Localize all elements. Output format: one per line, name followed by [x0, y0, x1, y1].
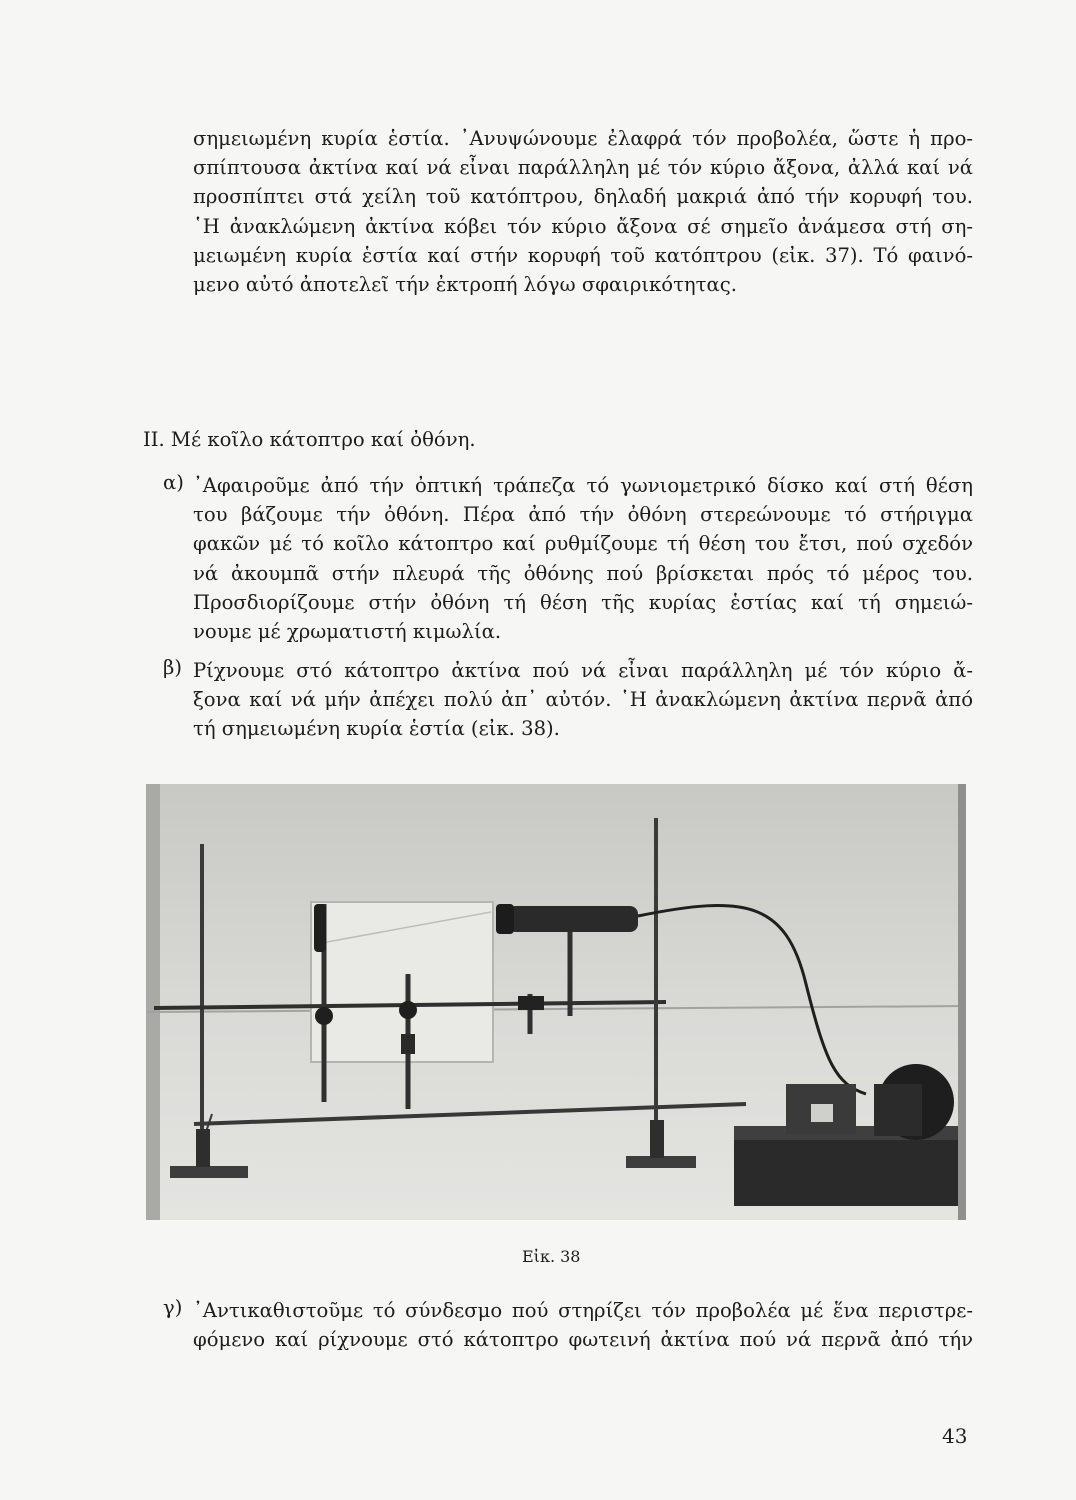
text-line: σπίπτουσα ἀκτίνα καί νά εἶναι παράλληλη μέ τόν κύριο ἄξονα, ἀλλά καί νά — [193, 156, 973, 180]
text-line: Προσδιορίζουμε στήν ὀθόνη τή θέση τῆς κυρίας ἑστίας καί τή σημειώ- — [193, 590, 973, 614]
text-line: ῾Η ἀνακλώμενη ἀκτίνα κόβει τόν κύριο ἄξονα σέ σημεῖο ἀνάμεσα στή ση- — [193, 214, 973, 238]
figure-caption: Εἰκ. 38 — [522, 1247, 581, 1266]
text-line: φακῶν μέ τό κοῖλο κάτοπτρο καί ρυθμίζουμε τή θέση του ἔτσι, πού σχεδόν — [193, 532, 973, 556]
optical-bench-illustration — [146, 784, 966, 1220]
text-line: ᾿Αφαιροῦμε ἀπό τήν ὀπτική τράπεζα τό γωνιομετρικό δίσκο καί στή θέση — [193, 474, 973, 497]
section-heading: ΙΙ. Μέ κοῖλο κάτοπτρο καί ὀθόνη. — [143, 428, 476, 451]
intro-paragraph — [193, 124, 973, 299]
text-line: ᾿Αντικαθιστοῦμε τό σύνδεσμο πού στηρίζει τόν προβολέα μέ ἕνα περιστρε- — [193, 1299, 973, 1322]
item-c-paragraph — [193, 1296, 973, 1354]
text-line: τή σημειωμένη κυρία ἑστία (εἰκ. 38). — [193, 717, 560, 741]
text-line: μειωμένη κυρία ἑστία καί στήν κορυφή τοῦ κατόπτρου (εἰκ. 37). Τό φαινό- — [193, 243, 973, 267]
page-number: 43 — [942, 1424, 968, 1448]
item-a-paragraph — [193, 471, 973, 646]
text-line: νά ἀκουμπᾶ στήν πλευρά τῆς ὀθόνης πού βρίσκεται πρός τό μέρος του. — [193, 561, 973, 585]
item-b-marker: β) — [163, 656, 182, 679]
item-c-marker: γ) — [163, 1296, 183, 1319]
text-line: προσπίπτει στά χείλη τοῦ κατόπτρου, δηλαδή μακριά ἀπό τήν κορυφή του. — [193, 185, 973, 209]
item-b-paragraph — [193, 656, 973, 744]
text-line: ξονα καί νά μήν ἀπέχει πολύ ἀπ᾿ αὐτόν. ῾Η ἀνακλώμενη ἀκτίνα περνᾶ ἀπό — [193, 688, 973, 712]
text-line: φόμενο καί ρίχνουμε στό κάτοπτρο φωτεινή ἀκτίνα πού νά περνᾶ ἀπό τήν — [193, 1328, 973, 1352]
text-line: Ρίχνουμε στό κάτοπτρο ἀκτίνα πού νά εἶναι παράλληλη μέ τόν κύριο ἄ- — [193, 659, 973, 682]
text-line: σημειωμένη κυρία ἑστία. ᾿Ανυψώνουμε ἐλαφρά τόν προβολέα, ὥστε ἡ προ- — [193, 127, 973, 150]
figure-38-photo — [146, 784, 966, 1220]
item-a-marker: α) — [163, 471, 184, 494]
text-line: του βάζουμε τήν ὀθόνη. Πέρα ἀπό τήν ὀθόνη στερεώνουμε τό στήριγμα — [193, 503, 973, 527]
text-line: μενο αὐτό ἀποτελεῖ τήν ἐκτροπή λόγω σφαιρικότητας. — [193, 273, 737, 297]
text-line: νουμε μέ χρωματιστή κιμωλία. — [193, 620, 502, 644]
